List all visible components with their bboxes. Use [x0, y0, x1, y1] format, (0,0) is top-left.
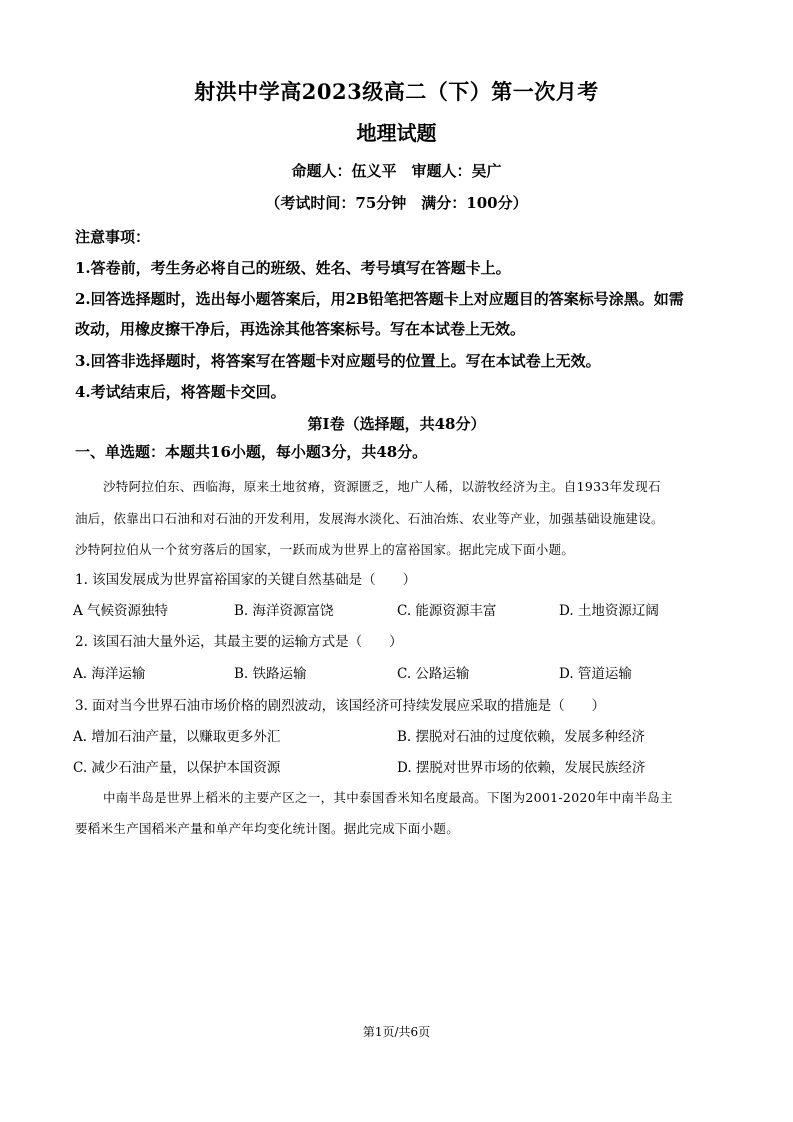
page-footer: 第1页/共6页: [362, 1025, 431, 1039]
question-3-option-b: B. 摆脱对石油的过度依赖，发展多种经济: [397, 729, 646, 745]
notice-item-4: 4.考试结束后，将答题卡交回。: [75, 383, 286, 401]
passage2-line-1: 中南半岛是世界上稻米的主要产区之一，其中泰国香米知名度最高。下图为2001-2020年中南半岛主: [103, 790, 673, 805]
exam-title: 射洪中学高2023级高二（下）第一次月考: [194, 79, 599, 104]
question-2-option-d: D. 管道运输: [559, 666, 632, 682]
notice-item-1: 1.答卷前，考生务必将自己的班级、姓名、考号填写在答题卡上。: [75, 259, 511, 277]
section-heading: 第Ⅰ卷（选择题，共48分）: [307, 415, 486, 433]
authors-line: 命题人：伍义平 审题人：吴广: [291, 162, 502, 180]
subject-title: 地理试题: [356, 121, 437, 145]
question-3-option-a: A. 增加石油产量，以赚取更多外汇: [73, 729, 281, 745]
question-1-option-a: A 气候资源独特: [73, 603, 169, 619]
question-1-option-c: C. 能源资源丰富: [397, 603, 497, 619]
question-1-option-d: D. 土地资源辽阔: [559, 603, 659, 619]
question-1-stem: 1. 该国发展成为世界富裕国家的关键自然基础是（ ）: [75, 572, 417, 588]
passage1-line-1: 沙特阿拉伯东、西临海，原来土地贫瘠，资源匮乏，地广人稀，以游牧经济为主。自1933年发现石: [103, 479, 661, 494]
notice-item-3: 3.回答非选择题时，将答案写在答题卡对应题号的位置上。写在本试卷上无效。: [75, 352, 601, 370]
question-3-option-d: D. 摆脱对世界市场的依赖，发展民族经济: [397, 760, 646, 776]
exam-info: （考试时间：75分钟 满分：100分）: [265, 194, 528, 212]
part-heading: 一、单选题：本题共16小题，每小题3分，共48分。: [75, 443, 428, 461]
passage1-line-3: 沙特阿拉伯从一个贫穷落后的国家，一跃而成为世界上的富裕国家。据此完成下面小题。: [75, 542, 575, 557]
question-2-option-b: B. 铁路运输: [234, 666, 307, 682]
question-2-option-c: C. 公路运输: [397, 666, 470, 682]
question-2-option-a: A. 海洋运输: [73, 666, 146, 682]
passage1-line-2: 油后，依靠出口石油和对石油的开发利用，发展海水淡化、石油冶炼、农业等产业，加强基础设施建设。: [75, 511, 664, 526]
question-3-option-c: C. 减少石油产量，以保护本国资源: [73, 760, 281, 776]
notice-item-2-continued: 改动，用橡皮擦干净后，再选涂其他答案标号。写在本试卷上无效。: [75, 320, 526, 338]
question-1-option-b: B. 海洋资源富饶: [234, 603, 334, 619]
question-2-stem: 2. 该国石油大量外运，其最主要的运输方式是（ ）: [75, 634, 403, 650]
notice-item-2: 2.回答选择题时，选出每小题答案后，用2B铅笔把答题卡上对应题目的答案标号涂黑。如需: [75, 290, 684, 308]
notice-heading: 注意事项：: [75, 228, 151, 246]
passage2-line-2: 要稻米生产国稻米产量和单产年均变化统计图。据此完成下面小题。: [75, 821, 460, 836]
question-3-stem: 3. 面对当今世界石油市场价格的剧烈波动，该国经济可持续发展应采取的措施是（ ）: [75, 698, 606, 714]
